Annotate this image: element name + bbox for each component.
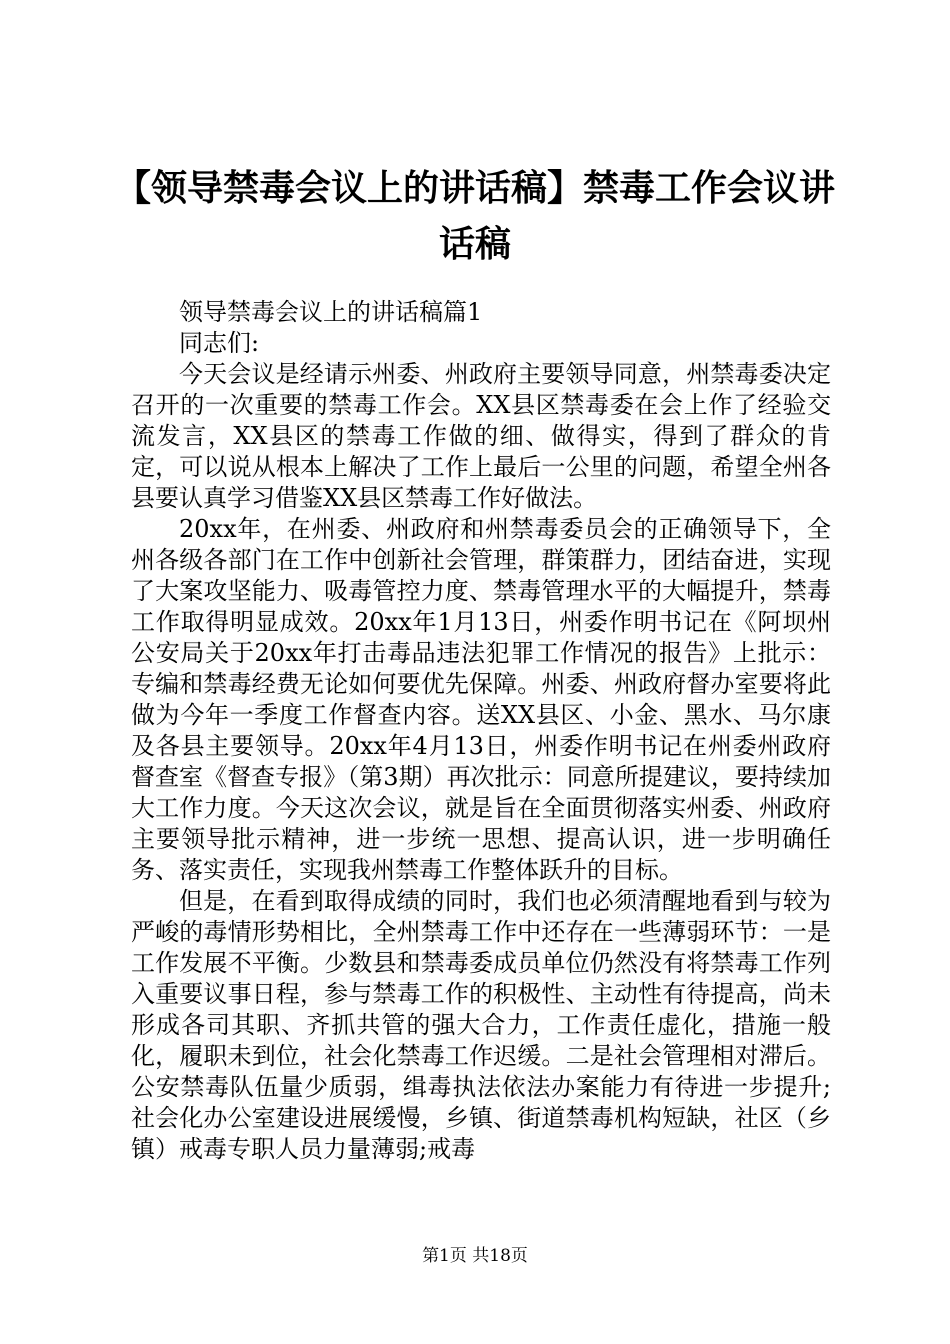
document-title: 【领导禁毒会议上的讲话稿】禁毒工作会议讲话稿 [114, 167, 835, 265]
document-body [131, 297, 831, 1165]
paragraph: 但是，在看到取得成绩的同时，我们也必须清醒地看到与较为严峻的毒情形势相比，全州禁毒工作中还存在一些薄弱环节：一是工作发展不平衡。少数县和禁毒委成员单位仍然没有将禁毒工作列入重要议事日程，参与禁毒工作的积极性、主动性有待提高，尚未形成各司其职、齐抓共管的强大合力，工作责任虚化，措施一般化，履职未到位，社会化禁毒工作迟缓。二是社会管理相对滞后。公安禁毒队伍量少质弱，缉毒执法依法办案能力有待进一步提升;社会化办公室建设进展缓慢，乡镇、街道禁毒机构短缺，社区（乡镇）戒毒专职人员力量薄弱;戒毒 [131, 887, 831, 1163]
page-footer: 第1页 共18页 [422, 1246, 528, 1266]
paragraph: 20xx年，在州委、州政府和州禁毒委员会的正确领导下，全州各级各部门在工作中创新社会管理，群策群力，团结奋进，实现了大案攻坚能力、吸毒管控力度、禁毒管理水平的大幅提升，禁毒工作取得明显成效。20xx年1月13日，州委作明书记在《阿坝州公安局关于20xx年打击毒品违法犯罪工作情况的报告》上批示：专编和禁毒经费无论如何要优先保障。州委、州政府督办室要将此做为今年一季度工作督查内容。送XX县区、小金、黑水、马尔康及各县主要领导。20xx年4月13日，州委作明书记在州委州政府督查室《督查专报》（第3期）再次批示：同意所提建议，要持续加大工作力度。今天这次会议，就是旨在全面贯彻落实州委、州政府主要领导批示精神，进一步统一思想、提高认识，进一步明确任务、落实责任，实现我州禁毒工作整体跃升的目标。 [131, 515, 831, 884]
section-heading: 领导禁毒会议上的讲话稿篇1 [179, 298, 483, 326]
salutation: 同志们: [179, 329, 260, 357]
paragraph: 今天会议是经请示州委、州政府主要领导同意，州禁毒委决定召开的一次重要的禁毒工作会。XX县区禁毒委在会上作了经验交流发言，XX县区的禁毒工作做的细、做得实，得到了群众的肯定，可以说从根本上解决了工作上最后一公里的问题，希望全州各县要认真学习借鉴XX县区禁毒工作好做法。 [131, 360, 831, 512]
